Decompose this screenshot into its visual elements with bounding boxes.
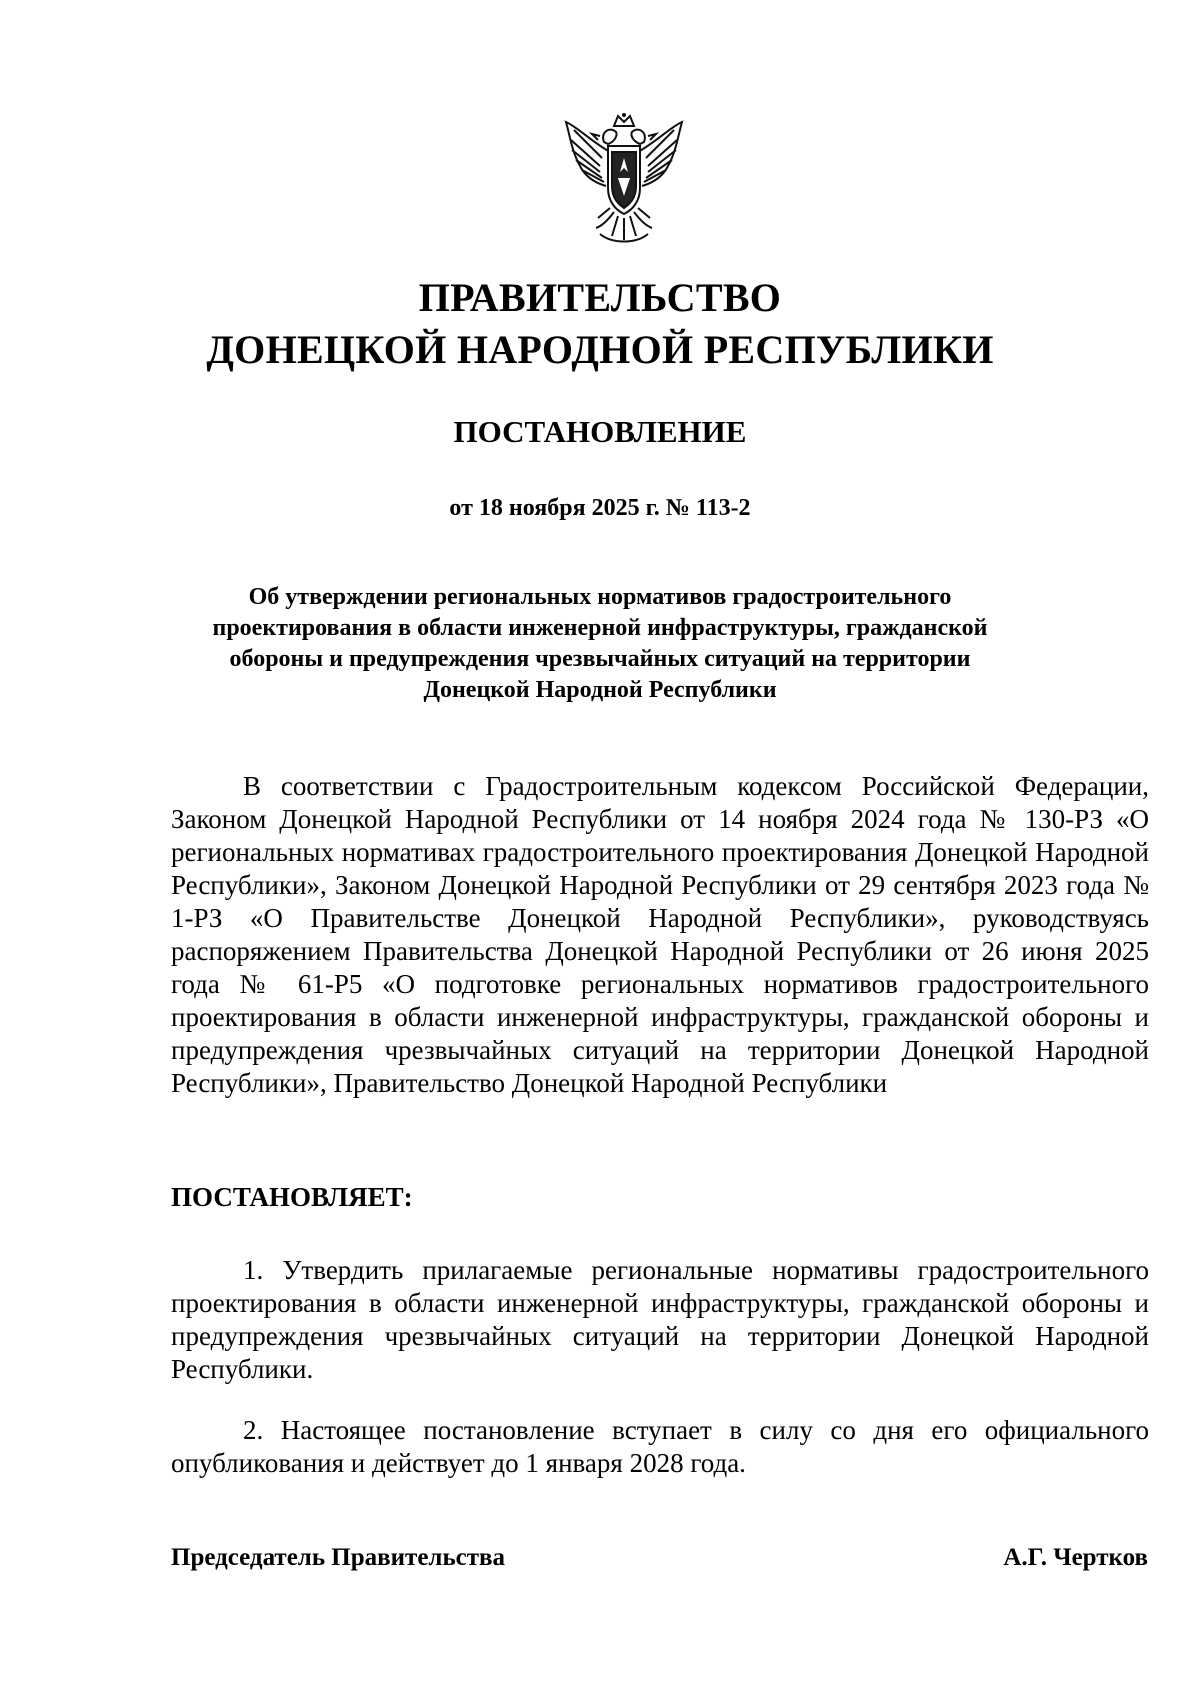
decree-item-2: 2. Настоящее постановление вступает в силу со дня его официального опубликования и действует до 1 января 2028 года. — [171, 1415, 1149, 1478]
document-date-number: от 18 ноября 2025 г. № 113-2 — [449, 495, 751, 521]
decree-item-1: 1. Утвердить прилагаемые региональные нормативы градостроительного проектирования в области инженерной инфраструктуры, гражданской обороны и предупреждения чрезвычайных ситуаций на территории Донецкой Народной Республики. — [171, 1255, 1149, 1384]
organization-name-text: ПРАВИТЕЛЬСТВО ДОНЕЦКОЙ НАРОДНОЙ РЕСПУБЛИКИ — [206, 275, 994, 372]
signatory-position: Председатель Правительства — [171, 1544, 506, 1571]
preamble-paragraph: В соответствии с Градостроительным кодексом Российской Федерации, Законом Донецкой Народной Республики от 14 ноября 2024 года № 130-РЗ «О региональных нормативах градостроительного проектирования Донецкой Народной Республики», Законом Донецкой Народной Республики от 29 сентября 2023 года № 1-РЗ «О Правительстве Донецкой Народной Республики», руководствуясь распоряжением Правительства Донецкой Народной Республики от 26 июня 2025 года № 61-Р5 «О подготовке региональных нормативов градостроительного проектирования в области инженерной инфраструктуры, гражданской обороны и предупреждения чрезвычайных ситуаций на территории Донецкой Народной Республики», Правительство Донецкой Народной Республики — [171, 771, 1149, 1098]
coat-of-arms-icon — [562, 112, 686, 248]
signatory-name: А.Г. Чертков — [1003, 1544, 1148, 1571]
decree-word: ПОСТАНОВЛЯЕТ: — [171, 1182, 413, 1212]
organization-name — [0, 272, 1200, 376]
document-type: ПОСТАНОВЛЕНИЕ — [453, 414, 747, 449]
document-title: Об утверждении региональных нормативов градостроительного проектирования в области инженерной инфраструктуры, гражданской обороны и предупреждения чрезвычайных ситуаций на территории Донецкой Народной Республики — [212, 584, 988, 703]
